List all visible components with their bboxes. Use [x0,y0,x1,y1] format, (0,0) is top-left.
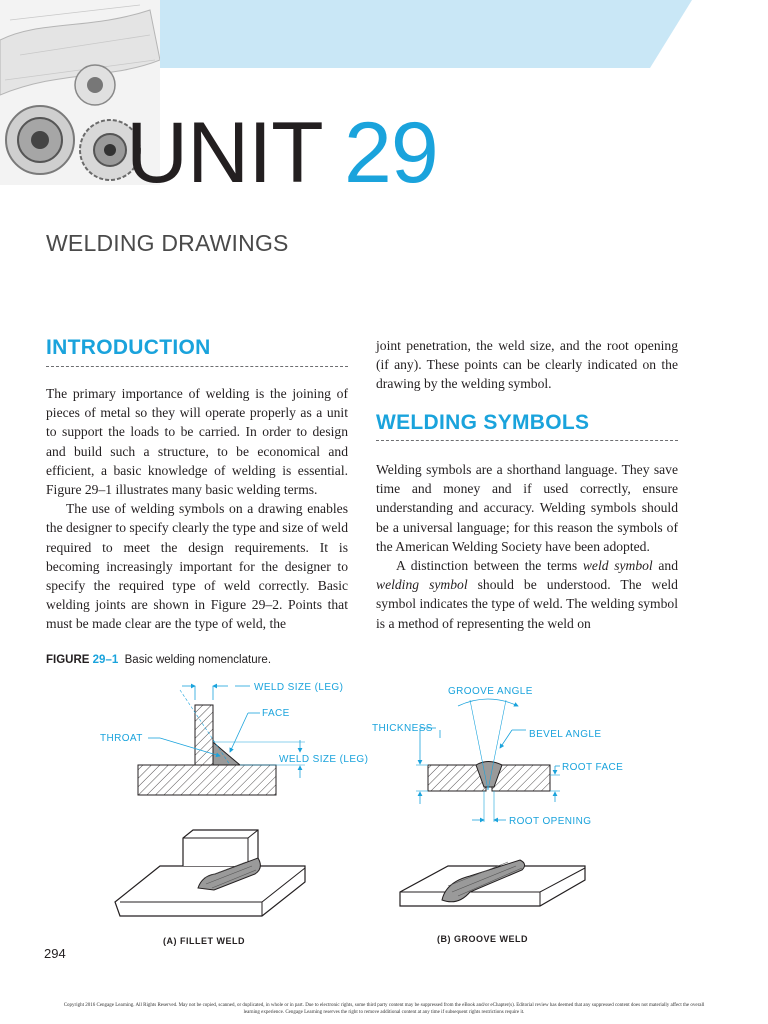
welding-nomenclature-figure [0,670,768,960]
welding-symbols-heading: WELDING SYMBOLS [376,411,590,434]
fillet-weld-pictorial [115,830,305,946]
unit-title [126,105,438,201]
fillet-label-face: FACE [262,708,290,719]
groove-label-bevel-angle: BEVEL ANGLE [529,729,602,740]
figure-caption [46,654,271,666]
page-number: 294 [44,946,66,961]
groove-weld-section [372,686,623,827]
intro-paragraph-2: The use of welding symbols on a drawing enables the designer to specify clearly the type and size of weld required to meet the design requirements. It is becoming increasingly important for the designer to specify the required type of weld correctly. Basic welding joints are shown in Figure 29–2. Points that must be made clear are the type of weld, the [46,501,348,632]
fillet-weld-sublabel: (A) FILLET WELD [163,936,245,946]
intro-paragraph-3: joint penetration, the weld size, and the root opening (if any). These points can be clearly indicated on the drawing by the welding symbol. [376,338,678,392]
fillet-label-throat: THROAT [100,733,143,744]
copyright-notice: Copyright 2016 Cengage Learning. All Rights Reserved. May not be copied, scanned, or duplicated, in whole or in part. Due to electronic rights, some third party content may be suppressed from the eBook and/or eChapter(s). Editorial review has deemed that any suppressed content does not materially affect the overall learning experience. Cengage Learning reserves the right to remove additional content at any time if subsequent rights restrictions require it. [63,1003,705,1015]
introduction-heading: INTRODUCTION [46,336,211,359]
term-welding-symbol: welding symbol [376,577,468,593]
groove-label-thickness: THICKNESS [372,723,433,734]
term-weld-symbol: weld symbol [582,558,653,574]
figure-label: FIGURE [46,654,90,666]
groove-weld-pictorial [400,860,585,944]
unit-word: UNIT [126,105,322,201]
fillet-label-weld-size-side: WELD SIZE (LEG) [279,754,369,765]
figure-caption-text: Basic welding nomenclature. [124,654,272,666]
welding-symbols-rule [376,440,678,441]
introduction-rule [46,366,348,367]
figure-number: 29–1 [92,654,119,666]
right-column-bottom [376,460,678,633]
groove-label-groove-angle: GROOVE ANGLE [448,686,533,697]
groove-label-root-opening: ROOT OPENING [509,816,592,827]
chapter-title: WELDING DRAWINGS [46,230,289,256]
intro-paragraph-1: The primary importance of welding is the joining of pieces of metal so they will operate properly as a unit to support the loads to be carried. In order to design and build such a structure, to be economical and efficient, a basic knowledge of welding is essential. Figure 29–1 illustrates many basic welding terms. [46,386,348,498]
fillet-weld-section [100,682,368,795]
groove-label-root-face: ROOT FACE [562,762,624,773]
left-column [46,384,348,634]
symbols-paragraph-2: A distinction between the terms weld symbol and welding symbol should be understood. The weld symbol indicates the type of weld. The welding symbol is a method of representing the weld on [376,558,678,631]
fillet-label-weld-size-top: WELD SIZE (LEG) [254,682,344,693]
groove-weld-sublabel: (B) GROOVE WELD [437,934,528,944]
right-column-top [376,336,678,394]
unit-number: 29 [344,105,438,201]
symbols-paragraph-1: Welding symbols are a shorthand language. They save time and money and if used correctly, ensure understanding and accuracy. Welding symbols should be a universal language; for this reason the symbols of the American Welding Society have been adopted. [376,462,678,554]
